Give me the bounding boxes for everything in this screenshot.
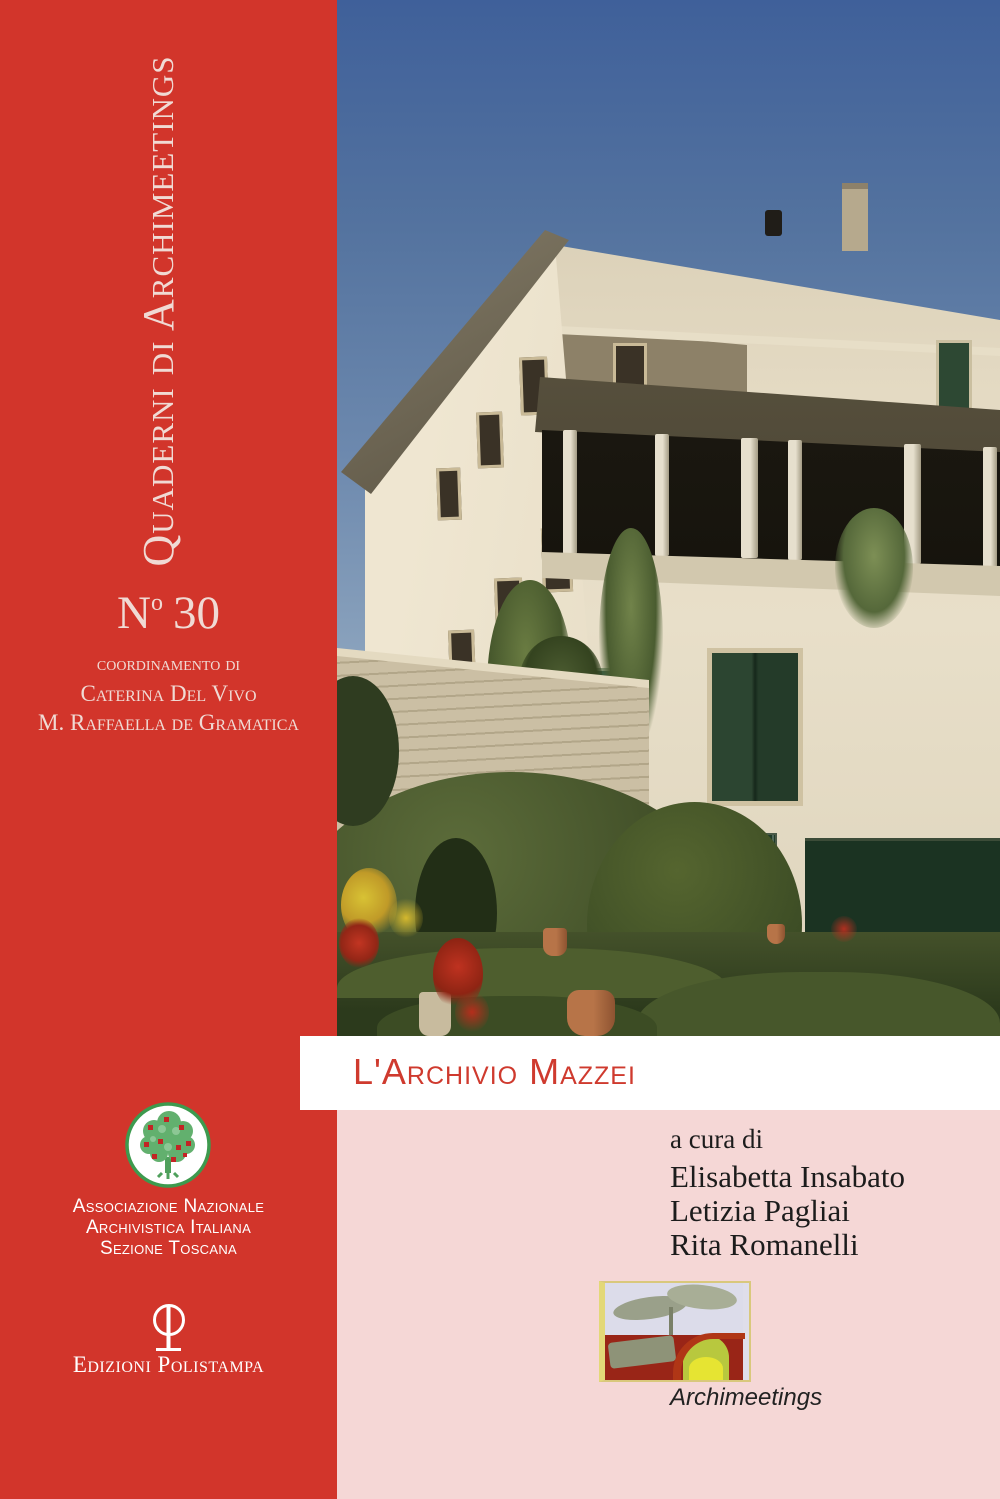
anai-tree-logo xyxy=(124,1101,212,1189)
coordinator-name: M. Raffaella de Gramatica xyxy=(38,710,299,735)
coordination-label: coordinamento di xyxy=(96,653,241,675)
photo-green-window xyxy=(936,340,972,412)
credits-intro: a cura di xyxy=(670,1124,763,1154)
association-line: Sezione Toscana xyxy=(99,1238,237,1259)
photo-roof-finial xyxy=(765,210,782,236)
photo-terracotta-pot xyxy=(767,924,785,944)
publisher-name: Edizioni Polistampa xyxy=(72,1352,265,1377)
photo-terracotta-pot xyxy=(543,928,567,956)
credits-panel xyxy=(337,1110,1000,1499)
issue-number xyxy=(0,578,337,638)
title-band xyxy=(300,1036,1000,1110)
photo-window xyxy=(476,412,504,469)
issue-value: 30 xyxy=(172,587,220,639)
editor-name: Rita Romanelli xyxy=(670,1227,859,1262)
villa-photo xyxy=(337,0,1000,1036)
series-title-vertical: Quaderni di Archimeetings xyxy=(134,55,183,567)
photo-loggia-column xyxy=(983,447,997,567)
issue-prefix: N xyxy=(117,587,151,639)
photo-window xyxy=(436,468,462,521)
editors-list xyxy=(670,1160,905,1262)
issue-ordinal: o xyxy=(150,590,163,616)
artwork-stem xyxy=(669,1307,673,1337)
editor-name: Letizia Pagliai xyxy=(670,1193,850,1228)
coordinator-name: Caterina Del Vivo xyxy=(80,681,257,706)
photo-flowers-yellow xyxy=(389,898,423,938)
photo-green-door xyxy=(707,648,803,806)
coordination-block xyxy=(0,650,337,737)
association-block xyxy=(0,1196,337,1259)
photo-vine xyxy=(835,508,913,628)
photo-loggia-column xyxy=(563,430,577,554)
editor-name: Elisabetta Insabato xyxy=(670,1159,905,1194)
photo-loggia-column xyxy=(788,440,802,560)
red-sidebar xyxy=(0,0,337,1499)
association-line: Archivistica Italiana xyxy=(85,1217,252,1238)
photo-flowers-red xyxy=(339,918,379,968)
photo-terracotta-urn xyxy=(567,990,615,1036)
archimeetings-artwork xyxy=(599,1281,751,1382)
book-title: L'Archivio Mazzei xyxy=(353,1051,636,1092)
photo-flowers-red xyxy=(831,916,857,942)
photo-flowers-red xyxy=(455,992,489,1032)
polistampa-logo xyxy=(144,1302,192,1354)
brand-label: Archimeetings xyxy=(670,1384,823,1411)
association-line: Associazione Nazionale xyxy=(72,1196,265,1217)
photo-loggia-column xyxy=(741,438,758,558)
photo-loggia-column xyxy=(655,434,669,556)
photo-chimney xyxy=(842,183,868,251)
